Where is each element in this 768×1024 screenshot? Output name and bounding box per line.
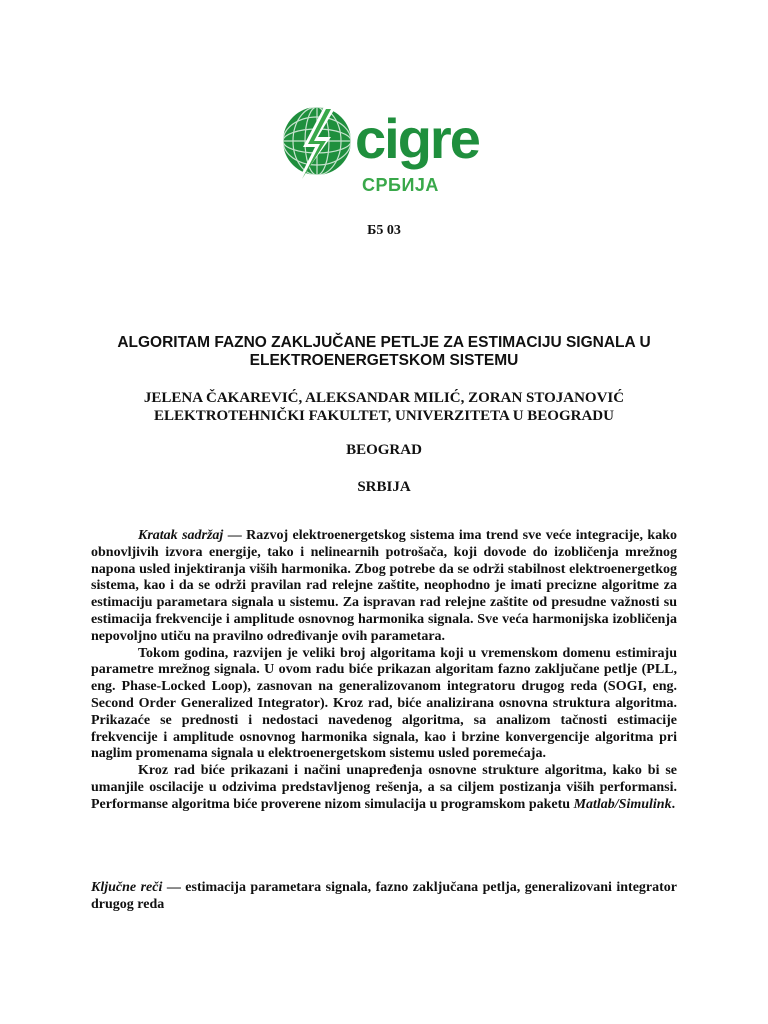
title-line: ELEKTROENERGETSKOM SISTEMU	[249, 352, 519, 369]
city: BEOGRAD	[346, 442, 422, 458]
keywords	[91, 880, 677, 914]
globe-lightning-icon	[281, 103, 361, 195]
abstract	[91, 528, 677, 814]
keywords-text: — estimacija parametara signala, fazno zaključana petlja, generalizovani integrator drugog reda	[91, 880, 677, 912]
tool-name: Matlab/Simulink	[573, 796, 672, 812]
cigre-subtitle: СРБИЈА	[362, 175, 439, 195]
country: SRBIJA	[357, 479, 411, 495]
abstract-text: .	[671, 796, 676, 812]
cigre-wordmark: cigre	[355, 107, 479, 170]
author-block	[0, 389, 768, 425]
abstract-paragraph: Tokom godina, razvijen je veliki broj algoritama koji u vremenskom domenu estimiraju parametre mrežnog signala. U ovom radu biće prikazan algoritam fazno zaključane petlje (PLL, eng. Phase-Locked Loop), zasnovan na generalizovanom integratoru drugog reda (SOGI, eng. Second Order Generalized Integrator). Kroz rad, biće analizirana osnovna struktura algoritma. Prikazaće se prednosti i nedostaci navedenog algoritma, sa analizom tačnosti estimacije frekvencije i amplitude osnovnog harmonika signala, kao i brzine konvergencije algoritma pri naglim promenama signala u elektroenergetskom sistemu usled poremećaja.	[91, 645, 677, 762]
abstract-paragraph	[91, 528, 677, 646]
authors: JELENA ČAKAREVIĆ, ALEKSANDAR MILIĆ, ZORAN STOJANOVIĆ	[143, 390, 625, 406]
abstract-paragraph	[91, 763, 677, 813]
cigre-logo	[281, 103, 491, 195]
abstract-label: Kratak sadržaj	[138, 528, 224, 543]
abstract-text: Kroz rad biće prikazani i načini unapređenja osnovne strukture algoritma, kako bi se umanjile oscilacije u odzivima predstavljenog rešenja, a sa ciljem postizanja viših performansi. Performanse algoritma biće proverene nizom simulacija u programskom paketu	[91, 763, 677, 812]
affiliation: ELEKTROTEHNIČKI FAKULTET, UNIVERZITETA U BEOGRADU	[154, 408, 614, 424]
abstract-text: — Razvoj elektroenergetskog sistema ima trend sve veće integracije, kako obnovljivih izvora energije, tako i nelinearnih potrošača, koji dovode do izobličenja mrežnog napona usled injektiranja viših harmonika. Zbog potrebe da se održi stabilnost elektroenergetkog sistema, kao i da se održi pravilan rad relejne zaštite, neophodno je imati precizne algoritme za estimaciju parametara signala u sistemu. Za ispravan rad relejne zaštite od presudne važnosti su estimacija frekvencije i amplitude osnovnog harmonika signala. Sve veća harmonijska izobličenja nepovoljno utiču na pravilno određivanje ovih parametara.	[91, 528, 677, 644]
title-line: ALGORITAM FAZNO ZAKLJUČANE PETLJE ZA ESTIMACIJU SIGNALA U	[117, 334, 651, 351]
paper-title	[90, 334, 678, 370]
keywords-label: Ključne reči	[91, 880, 163, 895]
paper-code: Б5 03	[367, 223, 401, 238]
